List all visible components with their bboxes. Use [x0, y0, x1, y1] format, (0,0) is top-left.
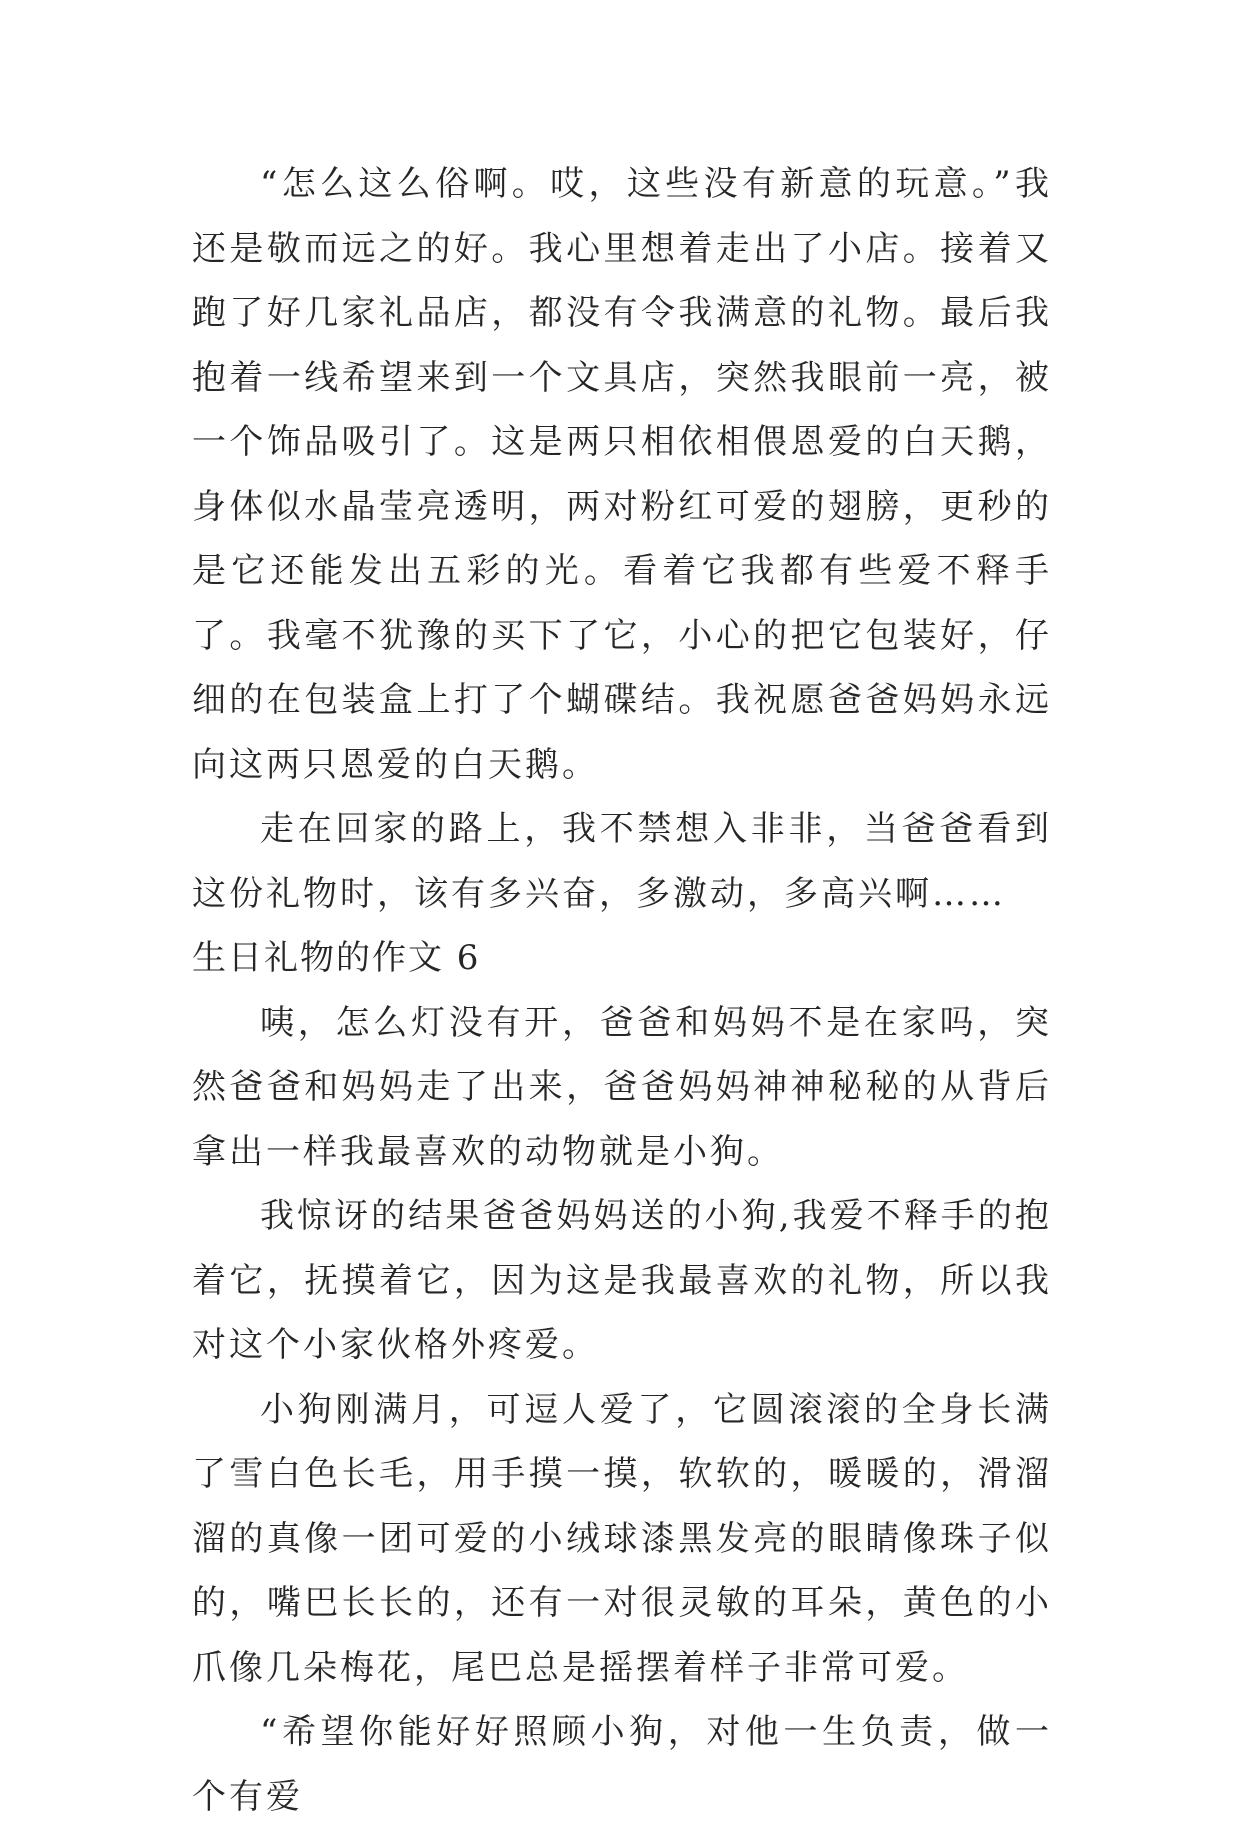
paragraph-1: “怎么这么俗啊。哎，这些没有新意的玩意。”我还是敬而远之的好。我心里想着走出了小店。接着又跑了好几家礼品店，都没有令我满意的礼物。最后我抱着一线希望来到一个文具店，突然我眼前一亮，被一个饰品吸引了。这是两只相依相偎恩爱的白天鹅，身体似水晶莹亮透明，两对粉红可爱的翅膀，更秒的是它还能发出五彩的光。看着它我都有些爱不释手了。我毫不犹豫的买下了它，小心的把它包装好，仔细的在包装盒上打了个蝴碟结。我祝愿爸爸妈妈永远向这两只恩爱的白天鹅。: [192, 164, 1052, 785]
paragraph-6: “希望你能好好照顾小狗，对他一生负责，做一个有爱: [192, 1712, 1052, 1817]
section-heading: 生日礼物的作文 6: [192, 938, 481, 978]
paragraph-5: 小狗刚满月，可逗人爱了，它圆滚滚的全身长满了雪白色长毛，用手摸一摸，软软的，暖暖的，滑溜溜的真像一团可爱的小绒球漆黑发亮的眼睛像珠子似的，嘴巴长长的，还有一对很灵敏的耳朵，黄色的小爪像几朵梅花，尾巴总是摇摆着样子非常可爱。: [192, 1389, 1052, 1688]
document-body: [192, 152, 1052, 1829]
paragraph-3: 咦，怎么灯没有开，爸爸和妈妈不是在家吗，突然爸爸和妈妈走了出来，爸爸妈妈神神秘秘的从背后拿出一样我最喜欢的动物就是小狗。: [192, 1002, 1052, 1172]
paragraph-4: 我惊讶的结果爸爸妈妈送的小狗,我爱不释手的抱着它，抚摸着它，因为这是我最喜欢的礼物，所以我对这个小家伙格外疼爱。: [192, 1196, 1052, 1365]
paragraph-2: 走在回家的路上，我不禁想入非非，当爸爸看到这份礼物时，该有多兴奋，多激动，多高兴啊……: [192, 809, 1052, 914]
